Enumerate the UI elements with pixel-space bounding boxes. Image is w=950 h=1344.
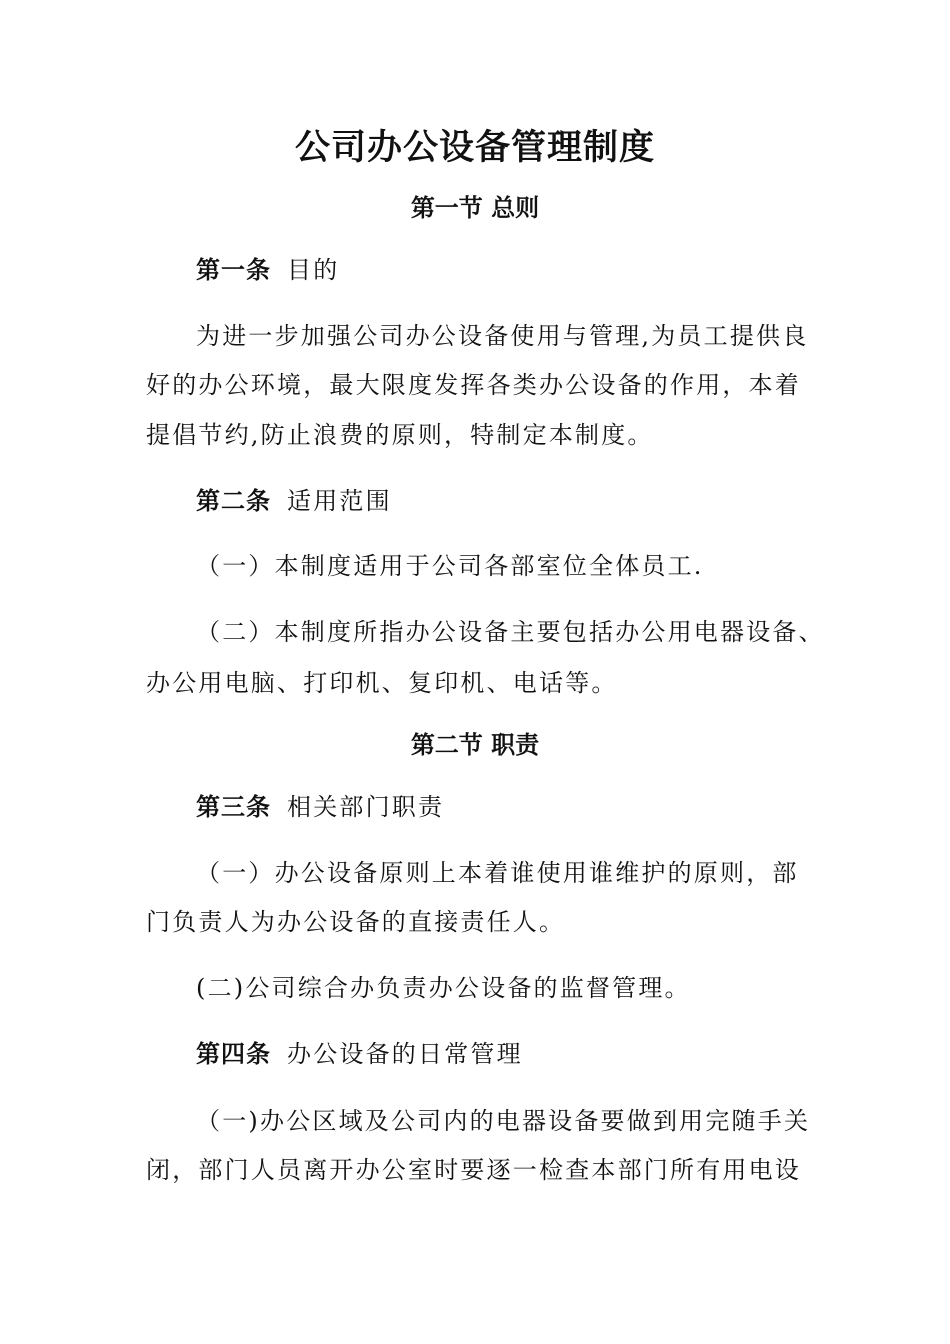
article-heading [196, 484, 392, 518]
paragraph-line: (二)公司综合办负责办公设备的监督管理。 [196, 974, 691, 1002]
article-number: 第四条 [196, 1039, 271, 1068]
section-title-duties: 第二节 职责 [410, 730, 540, 759]
article-title: 相关部门职责 [287, 793, 445, 821]
paragraph-line: 为进一步加强公司办公设备使用与管理,为员工提供良 [196, 322, 809, 350]
article-heading [196, 790, 444, 824]
paragraph-line: 办公用电脑、打印机、复印机、电话等。 [146, 669, 618, 697]
paragraph-line: 闭，部门人员离开办公室时要逐一检查本部门所有用电设 [146, 1156, 801, 1184]
paragraph-line: （一）办公设备原则上本着谁使用谁维护的原则，部 [196, 859, 799, 887]
article-heading [196, 253, 339, 287]
article-title: 适用范围 [287, 487, 392, 515]
paragraph-line: （二）本制度所指办公设备主要包括办公用电器设备、 [196, 618, 825, 646]
article-heading [196, 1037, 523, 1071]
paragraph-line: 好的办公环境，最大限度发挥各类办公设备的作用，本着 [146, 371, 801, 399]
paragraph-line: （一)办公区域及公司内的电器设备要做到用完随手关 [196, 1107, 811, 1135]
article-title: 办公设备的日常管理 [287, 1040, 523, 1068]
section-title-general: 第一节 总则 [410, 193, 540, 222]
paragraph-line: 门负责人为办公设备的直接责任人。 [146, 908, 566, 936]
article-number: 第三条 [196, 792, 271, 821]
paragraph-line: 提倡节约,防止浪费的原则，特制定本制度。 [146, 421, 654, 449]
paragraph-line: （一）本制度适用于公司各部室位全体员工. [196, 552, 704, 580]
document-title: 公司办公设备管理制度 [294, 127, 655, 168]
article-number: 第一条 [196, 255, 271, 284]
article-number: 第二条 [196, 486, 271, 515]
article-title: 目的 [287, 256, 340, 284]
